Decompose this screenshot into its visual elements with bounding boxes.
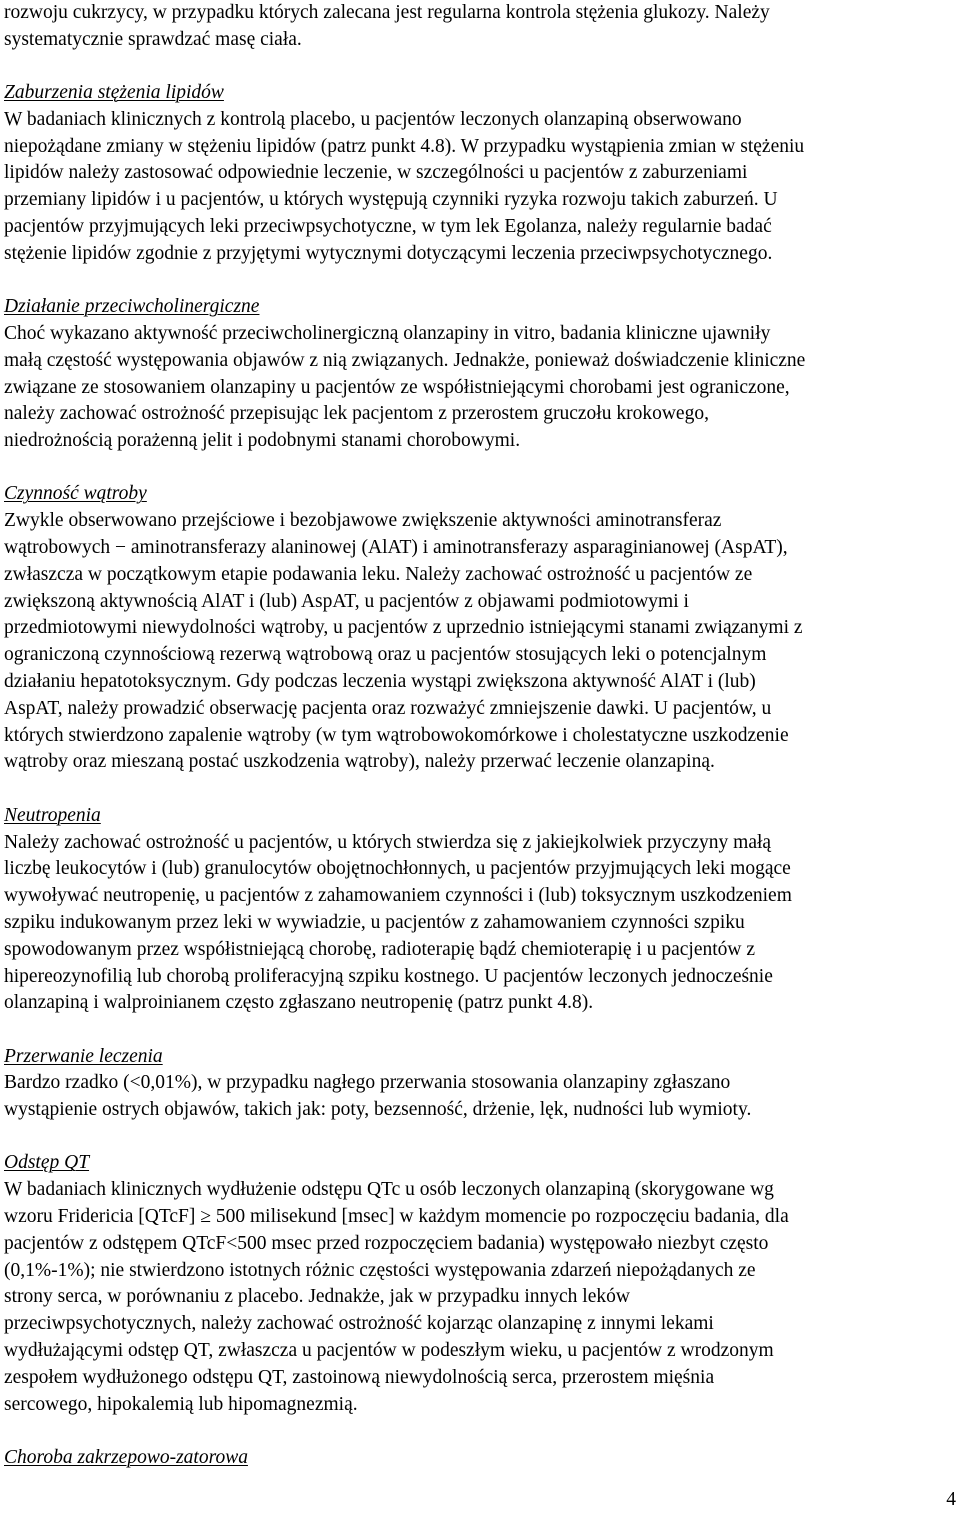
section-lipid-disorders: [4, 80, 954, 268]
section-discontinuation: [4, 1044, 954, 1124]
text-line: Bardzo rzadko (<0,01%), w przypadku nagłego przerwania stosowania olanzapiny zgłaszano: [4, 1072, 731, 1094]
section-thromboembolism: [4, 1445, 954, 1472]
text-line: przemiany lipidów i u pacjentów, u których występują czynniki ryzyka rozwoju takich zaburzeń. U: [4, 189, 778, 211]
text-line: wątrobowych − aminotransferazy alaninowej (AlAT) i aminotransferazy asparaginianowej (AspAT),: [4, 537, 788, 559]
document-page: [4, 0, 954, 1472]
text-line: W badaniach klinicznych z kontrolą placebo, u pacjentów leczonych olanzapiną obserwowano: [4, 108, 742, 130]
text-line: szpiku indukowanym przez leki w wywiadzie, u pacjentów z zahamowaniem czynności szpiku: [4, 911, 745, 933]
text-line: ograniczoną czynnościową rezerwą wątrobową oraz u pacjentów stosujących leki o potencjalnym: [4, 644, 767, 666]
text-line: niepożądane zmiany w stężeniu lipidów (patrz punkt 4.8). W przypadku wystąpienia zmian w stężeniu: [4, 135, 805, 157]
text-line: wątroby oraz mieszaną postać uszkodzenia wątroby), należy przerwać leczenie olanzapiną.: [4, 751, 715, 773]
text-line: związane ze stosowaniem olanzapiny u pacjentów ze współistniejącymi chorobami jest ograniczone,: [4, 376, 790, 398]
text-line: wystąpienie ostrych objawów, takich jak: poty, bezsenność, drżenie, lęk, nudności lub wymioty.: [4, 1099, 752, 1121]
text-line: zespołem wydłużonego odstępu QT, zastoinową niewydolnością serca, przerostem mięśnia: [4, 1366, 715, 1388]
section-liver-function: [4, 481, 954, 776]
section-heading: Działanie przeciwcholinergiczne: [4, 296, 260, 318]
section-neutropenia: [4, 803, 954, 1017]
text-line: przedmiotowymi niewydolności wątroby, u pacjentów z uprzednio istniejącymi stanami związanymi z: [4, 617, 803, 639]
section-heading: Zaburzenia stężenia lipidów: [4, 82, 224, 104]
text-line: sercowego, hipokalemią lub hipomagnezmią.: [4, 1393, 358, 1415]
text-line: Należy zachować ostrożność u pacjentów, u których stwierdza się z jakiejkolwiek przyczyny małą: [4, 831, 772, 853]
text-line: strony serca, w porównaniu z placebo. Jednakże, jak w przypadku innych leków: [4, 1286, 630, 1308]
text-line: (0,1%-1%); nie stwierdzono istotnych różnic częstości występowania zdarzeń niepożądanych ze: [4, 1259, 756, 1281]
text-line: olanzapiną i walproinianem często zgłaszano neutropenię (patrz punkt 4.8).: [4, 992, 594, 1014]
section-heading: Choroba zakrzepowo-zatorowa: [4, 1446, 248, 1468]
text-line: wydłużającymi odstęp QT, zwłaszcza u pacjentów w podeszłym wieku, u pacjentów z wrodzonym: [4, 1340, 774, 1362]
text-line: przeciwpsychotycznych, należy zachować ostrożność kojarząc olanzapinę z innymi lekami: [4, 1313, 714, 1335]
section-heading: Przerwanie leczenia: [4, 1045, 163, 1067]
text-line: działaniu hepatotoksycznym. Gdy podczas leczenia wystąpi zwiększona aktywność AlAT i (lub): [4, 671, 756, 693]
page-number: 4: [946, 1489, 956, 1510]
text-line: zwiększoną aktywnością AlAT i (lub) AspAT, u pacjentów z objawami podmiotowymi i: [4, 590, 689, 612]
section-heading: Czynność wątroby: [4, 483, 147, 505]
text-line: lipidów należy zastosować odpowiednie leczenie, w szczególności u pacjentów z zaburzeniami: [4, 162, 748, 184]
text-line: niedrożnością porażenną jelit i podobnymi stanami chorobowymi.: [4, 430, 521, 452]
text-line: małą częstość występowania objawów z nią związanych. Jednakże, ponieważ doświadczenie kliniczne: [4, 349, 806, 371]
text-line: systematycznie sprawdzać masę ciała.: [4, 28, 302, 50]
text-line: wzoru Fridericia [QTcF] ≥ 500 milisekund [msec] w każdym momencie po rozpoczęciu badania, dla: [4, 1206, 789, 1228]
text-line: pacjentów z odstępem QTcF<500 msec przed rozpoczęciem badania) występowało niezbyt często: [4, 1232, 769, 1254]
text-line: wywoływać neutropenię, u pacjentów z zahamowaniem czynności i (lub) toksycznym uszkodzeniem: [4, 885, 792, 907]
text-line: rozwoju cukrzycy, w przypadku których zalecana jest regularna kontrola stężenia glukozy. Należy: [4, 2, 770, 23]
text-line: hipereozynofilią lub chorobą proliferacyjną szpiku kostnego. U pacjentów leczonych jednocześnie: [4, 965, 773, 987]
text-line: należy zachować ostrożność przepisując lek pacjentom z przerostem gruczołu krokowego,: [4, 403, 709, 425]
text-line: pacjentów przyjmujących leki przeciwpsychotyczne, w tym lek Egolanza, należy regularnie badać: [4, 216, 772, 238]
text-line: stężenie lipidów zgodnie z przyjętymi wytycznymi dotyczącymi leczenia przeciwpsychotycznego.: [4, 242, 773, 264]
text-line: Zwykle obserwowano przejściowe i bezobjawowe zwiększenie aktywności aminotransferaz: [4, 510, 722, 532]
text-line: W badaniach klinicznych wydłużenie odstępu QTc u osób leczonych olanzapiną (skorygowane wg: [4, 1179, 774, 1201]
section-qt-interval: [4, 1150, 954, 1418]
section-heading: Odstęp QT: [4, 1152, 90, 1174]
text-line: zwłaszcza w początkowym etapie podawania leku. Należy zachować ostrożność u pacjentów ze: [4, 563, 753, 585]
text-line: AspAT, należy prowadzić obserwację pacjenta oraz rozważyć zmniejszenie dawki. U pacjentów, u: [4, 697, 772, 719]
text-line: liczbę leukocytów i (lub) granulocytów obojętnochłonnych, u pacjentów przyjmujących leki mogące: [4, 858, 791, 880]
paragraph-continuation: [4, 0, 954, 54]
text-line: których stwierdzono zapalenie wątroby (w tym wątrobowokomórkowe i cholestatyczne uszkodzenie: [4, 724, 789, 746]
text-line: spowodowanym przez współistniejącą chorobę, radioterapię bądź chemioterapię i u pacjentów z: [4, 938, 755, 960]
section-anticholinergic: [4, 294, 954, 455]
section-heading: Neutropenia: [4, 804, 101, 826]
text-line: Choć wykazano aktywność przeciwcholinergiczną olanzapiny in vitro, badania kliniczne ujawniły: [4, 322, 771, 344]
